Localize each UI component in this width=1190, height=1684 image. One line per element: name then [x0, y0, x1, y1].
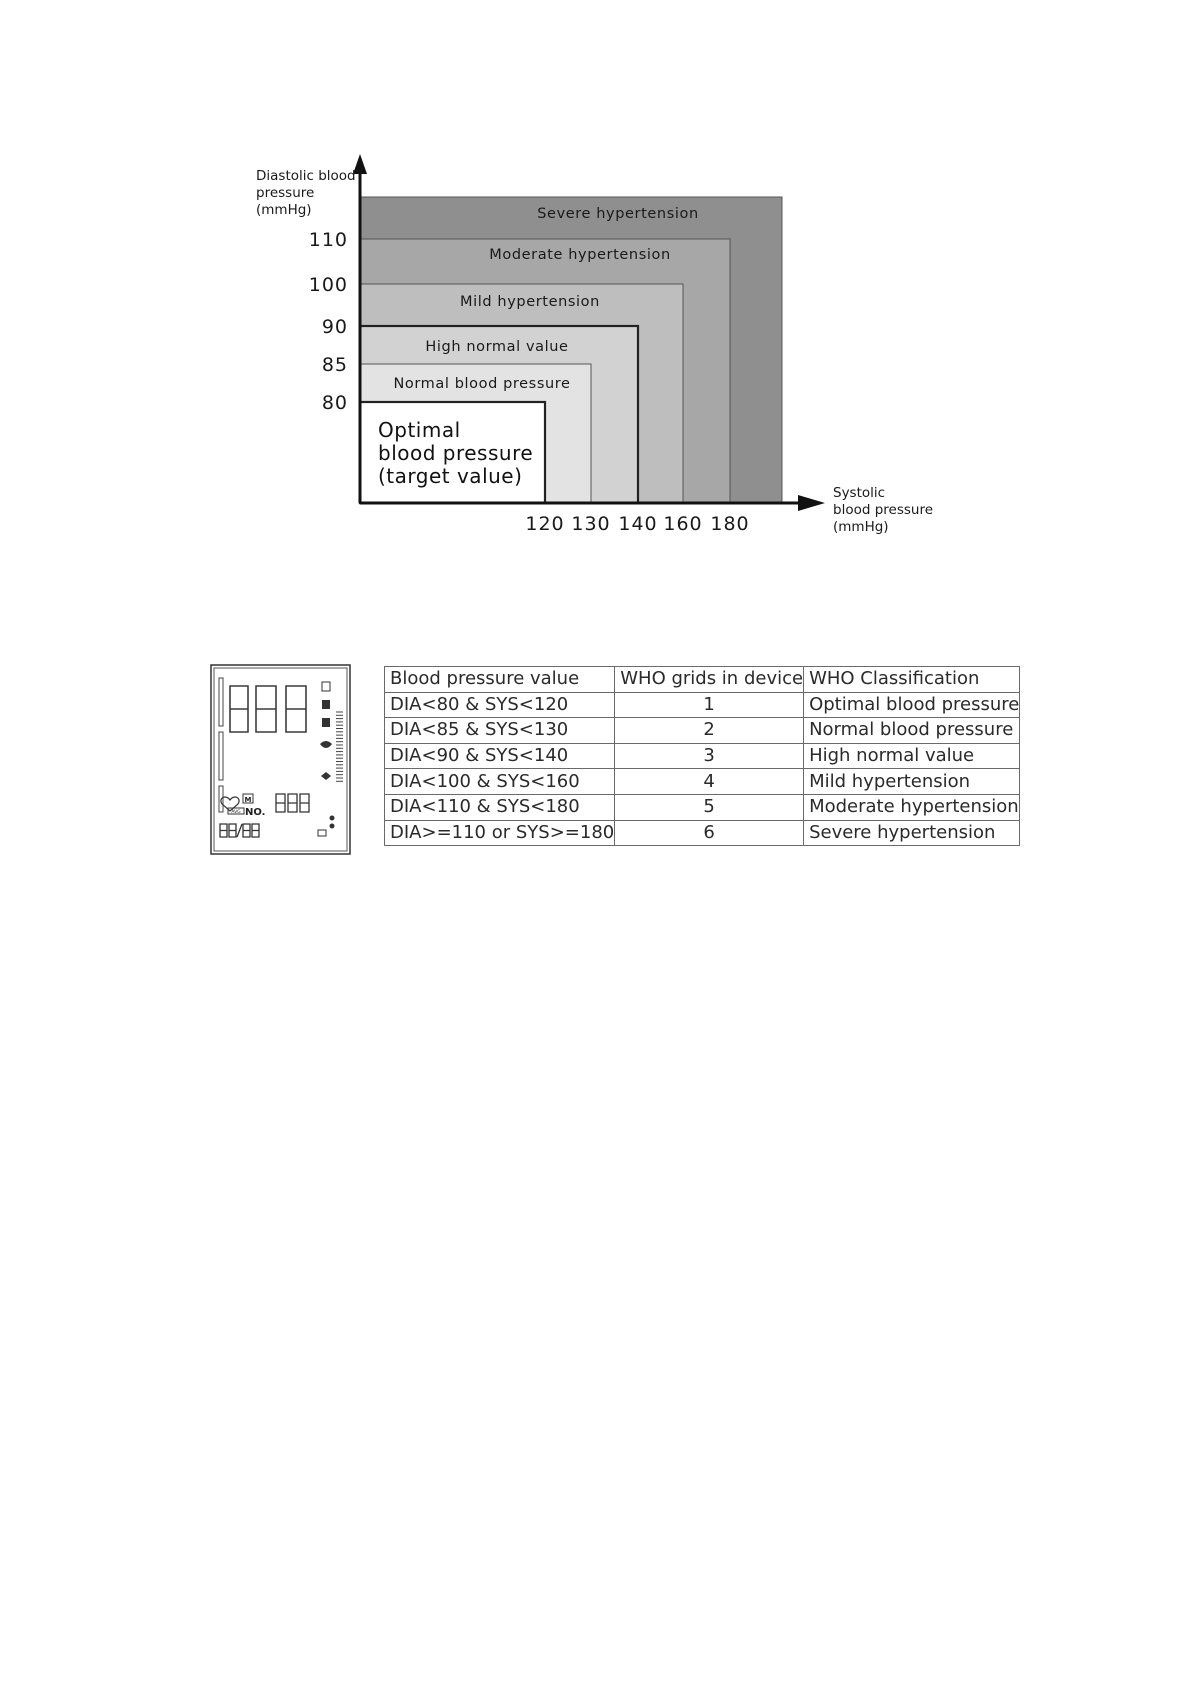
optimal-label-line: blood pressure: [378, 441, 534, 465]
zone-label: Severe hypertension: [537, 206, 699, 222]
lock-icon: [322, 700, 330, 709]
table-cell: Optimal blood pressure: [804, 692, 1020, 718]
table-cell: 2: [615, 718, 804, 744]
table-cell: 3: [615, 743, 804, 769]
table-cell: DIA<100 & SYS<160: [385, 769, 615, 795]
optimal-label-line: (target value): [378, 464, 523, 488]
table-cell: DIA>=110 or SYS>=180: [385, 820, 615, 846]
table-header-row: [385, 667, 1020, 693]
table-cell: 1: [615, 692, 804, 718]
table-row: [385, 794, 1020, 820]
who-classification-table: [384, 666, 1020, 846]
x-axis-arrow-icon: [798, 495, 825, 511]
y-tick-label: 100: [308, 274, 348, 296]
optimal-label-line: Optimal: [378, 418, 461, 442]
zone-label: High normal value: [425, 339, 569, 355]
y-tick-label: 110: [308, 229, 348, 251]
memory-label: M: [244, 796, 252, 804]
y-axis-title-line: (mmHg): [256, 202, 312, 218]
x-axis-title: [833, 485, 933, 535]
x-tick-label: 180: [710, 513, 750, 535]
unlock-icon: [322, 718, 330, 727]
zone-label: Mild hypertension: [460, 294, 600, 310]
table-row: [385, 743, 1020, 769]
table-cell: Severe hypertension: [804, 820, 1020, 846]
lcd-display-illustration: [210, 664, 351, 855]
avg-label: AVG: [231, 810, 241, 815]
y-axis-title: [256, 168, 356, 218]
table-cell: DIA<80 & SYS<120: [385, 692, 615, 718]
table-cell: Mild hypertension: [804, 769, 1020, 795]
table-cell: 4: [615, 769, 804, 795]
table-cell: Normal blood pressure: [804, 718, 1020, 744]
table-cell: DIA<90 & SYS<140: [385, 743, 615, 769]
x-tick-label: 160: [663, 513, 703, 535]
x-tick-label: 140: [618, 513, 658, 535]
x-axis-title-line: Systolic: [833, 485, 886, 501]
zone-label: Normal blood pressure: [393, 376, 571, 392]
table-row: [385, 718, 1020, 744]
table-row: [385, 769, 1020, 795]
blood-pressure-classification-chart: [0, 0, 1190, 560]
no-label: NO.: [245, 807, 266, 818]
y-tick-label: 80: [321, 392, 348, 414]
dot-icon: [330, 824, 335, 829]
x-tick-label: 120: [525, 513, 565, 535]
y-axis-title-line: Diastolic blood: [256, 168, 356, 184]
table-row: [385, 692, 1020, 718]
dot-icon: [330, 816, 335, 821]
table-row: [385, 820, 1020, 846]
column-header: WHO Classification: [804, 667, 1020, 693]
y-tick-labels: [309, 229, 348, 414]
column-header: WHO grids in device: [615, 667, 804, 693]
y-tick-label: 85: [321, 354, 348, 376]
table-cell: Moderate hypertension: [804, 794, 1020, 820]
table-cell: DIA<110 & SYS<180: [385, 794, 615, 820]
x-axis-title-line: blood pressure: [833, 502, 934, 518]
table-cell: DIA<85 & SYS<130: [385, 718, 615, 744]
column-header: Blood pressure value: [385, 667, 615, 693]
x-tick-label: 130: [571, 513, 611, 535]
y-tick-label: 90: [321, 316, 348, 338]
table-cell: High normal value: [804, 743, 1020, 769]
table-cell: 5: [615, 794, 804, 820]
zone-label: Moderate hypertension: [489, 247, 671, 263]
table-cell: 6: [615, 820, 804, 846]
y-axis-title-line: pressure: [256, 185, 315, 201]
x-tick-labels: [525, 513, 749, 535]
x-axis-title-line: (mmHg): [833, 519, 889, 535]
